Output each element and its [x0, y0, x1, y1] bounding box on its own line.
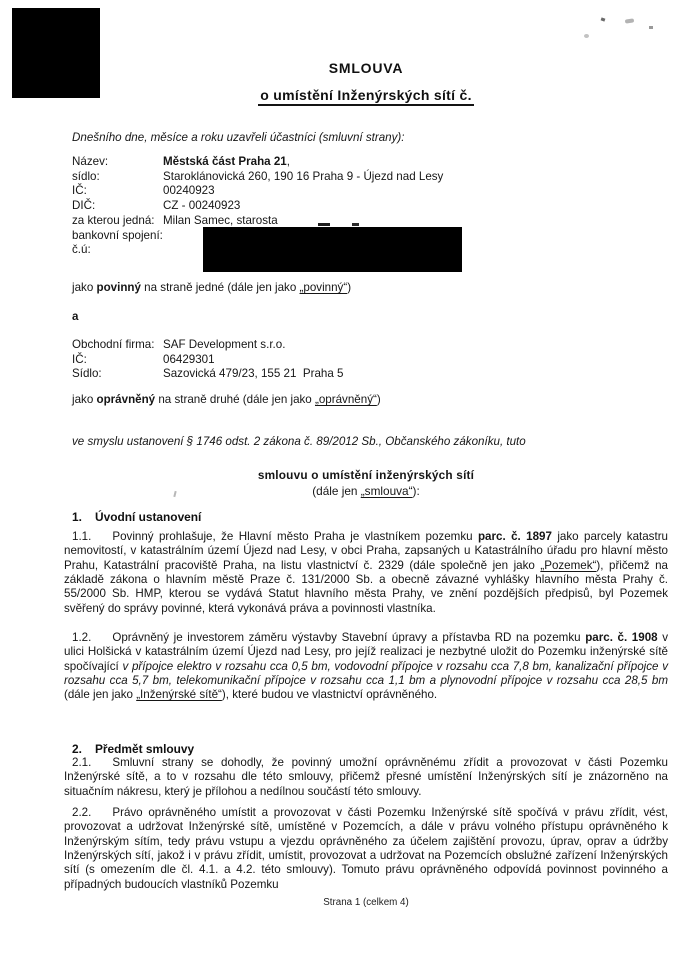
field-value: 06429301: [163, 352, 215, 366]
field-value: SAF Development s.r.o.: [163, 338, 286, 351]
field-row: [72, 184, 632, 199]
clause-number: 1.2.: [72, 631, 92, 644]
scan-artifact: [601, 17, 606, 21]
field-row: [72, 338, 632, 353]
field-label: za kterou jedná:: [72, 213, 155, 227]
entitled-designation-line: jako oprávněný na straně druhé (dále jen jako „oprávněný“): [72, 393, 381, 406]
connector-word: a: [72, 310, 79, 323]
legal-preamble: ve smyslu ustanovení § 1746 odst. 2 zákona č. 89/2012 Sb., Občanského zákoníku, tuto: [72, 435, 526, 448]
section-title: Úvodní ustanovení: [95, 510, 202, 524]
clause-number: 2.2.: [72, 806, 92, 819]
document-subtitle: o umístění Inženýrských sítí č.: [258, 87, 474, 106]
page-footer: Strana 1 (celkem 4): [323, 897, 409, 908]
clause-text: Právo oprávněného umístit a provozovat v části Pozemku Inženýrské sítě spočívá v právu zřídit, vést, provozovat a udržovat Inženýrské sítě, umístěné v Pozemcích, a dále v právu volného přístupu oprávněného k Inženýrským sítím, tedy právu vstupu a vjezdu oprávněného za účelem zajištění provozu, úprav, oprav a údržby Inženýrských sítí, jakož i v právu zřídit, umístit, provozovat a udržovat na Pozemcích obslužné zařízení Inženýrských sítí (s omezením dle čl. 4.1. a 4.2. této smlouvy). Tomuto právu oprávněného odpovídá povinnost povinného a případných budoucích vlastníků Pozemku: [64, 806, 668, 891]
field-row: [72, 199, 632, 214]
contract-subject-title: smlouvu o umístění inženýrských sítí: [257, 468, 475, 482]
field-row: [72, 353, 632, 368]
field-label: bankovní spojení:: [72, 228, 163, 242]
clause-number: 1.1.: [72, 530, 92, 543]
document-title: SMLOUVA: [328, 60, 404, 76]
section-2-heading: [64, 742, 668, 756]
clause-1-2: [64, 631, 668, 703]
section-title: Předmět smlouvy: [95, 742, 195, 756]
clause-text: Smluvní strany se dohodly, že povinný umožní oprávněnému zřídit a provozovat v části Pozemku Inženýrské sítě, a to v rozsahu dle této smlouvy, přičemž přesné umístění Inženýrských sítí je znázorněno na situačním nákresu, který je přílohou a nedílnou součástí této smlouvy.: [64, 756, 668, 798]
clause-number: 2.1.: [72, 756, 92, 769]
field-label: IČ:: [72, 184, 87, 198]
field-label: DIČ:: [72, 199, 96, 213]
clause-2-2: [64, 806, 668, 892]
field-value: Staroklánovická 260, 190 16 Praha 9 - Újezd nad Lesy: [163, 169, 444, 183]
field-label: Název:: [72, 155, 109, 168]
obliged-designation-line: jako povinný na straně jedné (dále jen jako „povinný“): [72, 281, 352, 294]
scan-artifact: [584, 34, 589, 38]
field-label: sídlo:: [72, 169, 100, 183]
field-label: Obchodní firma:: [72, 338, 155, 351]
party-entitled-block: [72, 338, 632, 382]
field-row: [72, 155, 632, 170]
field-label: Sídlo:: [72, 367, 102, 381]
contract-subject-subtitle: (dále jen „smlouva“):: [312, 483, 420, 498]
field-row: [72, 367, 632, 382]
field-value: CZ - 00240923: [163, 199, 241, 213]
field-label: IČ:: [72, 352, 87, 366]
document-header: [64, 60, 668, 106]
field-label: č.ú:: [72, 243, 91, 257]
contract-subject: [64, 468, 668, 498]
section-1-heading: [64, 510, 668, 524]
field-row: [72, 170, 632, 185]
section-number: 1.: [72, 510, 82, 524]
clause-text: Povinný prohlašuje, že Hlavní město Praha je vlastníkem pozemku parc. č. 1897 jako parcely katastru nemovitostí, v katastrálním území Újezd nad Lesy, v obci Praha, zapsaných u Katastrálního úřadu pro hlavní město Prahu, Katastrální pracoviště Praha, na listu vlastnictví č. 2329 (dále společně jen jako „Pozemek“), přičemž na základě zákona o hlavním městě Praze č. 131/2000 Sb. a obecně závazné vyhlášky hlavního města Prahy č. 55/2000 Sb. HMP, kterou se vydává Statut hlavního města Prahy, ve znění pozdějších předpisů, byl Pozemek svěřený do správy povinné, která vykonává práva a povinnosti vlastníka.: [64, 530, 669, 615]
scan-artifact: [649, 26, 653, 29]
scan-artifact: [625, 18, 634, 23]
section-number: 2.: [72, 742, 82, 756]
intro-line: Dnešního dne, měsíce a roku uzavřeli účastníci (smluvní strany):: [72, 131, 405, 144]
field-value: Milan Samec, starosta: [163, 213, 278, 227]
field-value: Sazovická 479/23, 155 21 Praha 5: [163, 367, 344, 381]
clause-2-1: [64, 756, 668, 799]
clause-text: Oprávněný je investorem záměru výstavby Stavební úpravy a přístavba RD na pozemku parc. č. 1908 v ulici Holšická v katastrálním území Újezd nad Lesy, pro jejíž realizaci je nezbytné uložit do Pozemku inženýrské sítě spočívající v přípojce elektro v rozsahu cca 0,5 bm, vodovodní přípojce v rozsahu cca 7,8 bm, kanalizační přípojce v rozsahu cca 5,7 bm, telekomunikační přípojce v rozsahu cca 1,1 bm a plynovodní přípojce v rozsahu cca 28,5 bm (dále jen jako „Inženýrské sítě“), které budou ve vlastnictví oprávněného.: [64, 631, 668, 702]
redacted-bank-details: [203, 227, 462, 272]
field-value: 00240923: [163, 184, 215, 198]
clause-1-1: [64, 530, 668, 616]
field-value: Městská část Praha 21,: [163, 155, 290, 168]
